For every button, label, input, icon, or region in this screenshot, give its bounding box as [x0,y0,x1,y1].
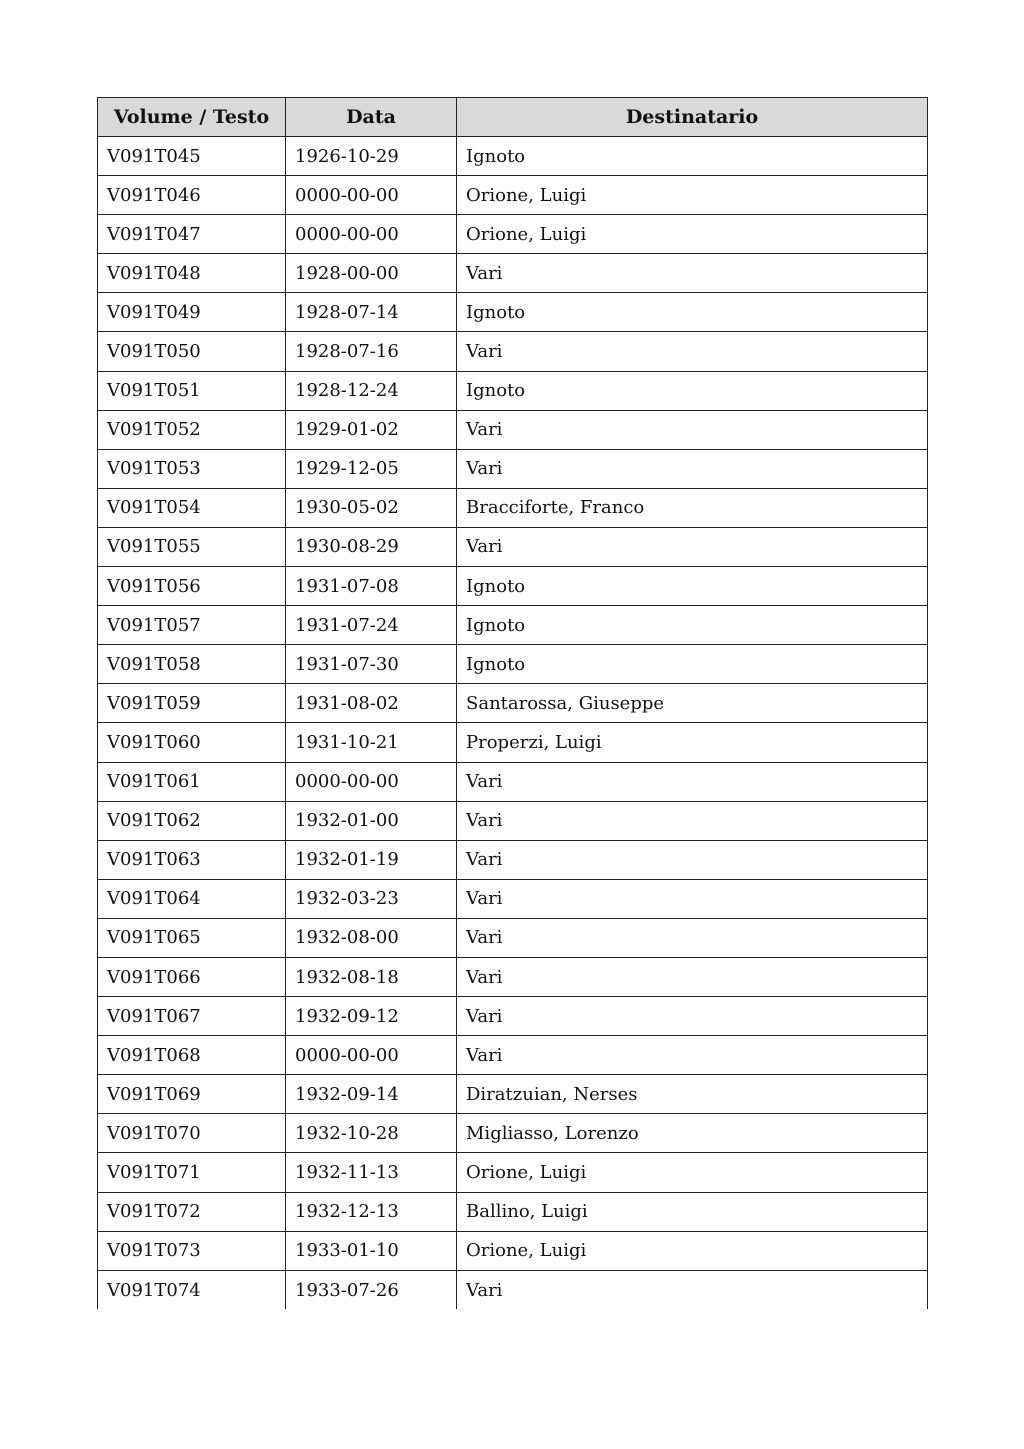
cell-destinatario: Vari [457,801,928,840]
cell-destinatario: Vari [457,918,928,957]
cell-data: 0000-00-00 [286,176,457,215]
cell-volume-testo: V091T072 [98,1192,286,1231]
cell-data: 1932-08-18 [286,957,457,996]
cell-volume-testo: V091T065 [98,918,286,957]
cell-volume-testo: V091T049 [98,293,286,332]
cell-data: 1932-09-12 [286,997,457,1036]
cell-volume-testo: V091T059 [98,684,286,723]
cell-destinatario: Ignoto [457,293,928,332]
table-row [98,332,928,371]
cell-data: 1932-01-19 [286,840,457,879]
cell-destinatario: Properzi, Luigi [457,723,928,762]
cell-volume-testo: V091T057 [98,606,286,645]
cell-volume-testo: V091T066 [98,957,286,996]
cell-destinatario: Orione, Luigi [457,215,928,254]
cell-volume-testo: V091T061 [98,762,286,801]
cell-volume-testo: V091T063 [98,840,286,879]
table-row [98,137,928,176]
table-row [98,527,928,566]
cell-destinatario: Vari [457,527,928,566]
table-row [98,1270,928,1309]
cell-destinatario: Vari [457,879,928,918]
cell-destinatario: Vari [457,1270,928,1309]
table-row [98,723,928,762]
cell-destinatario: Vari [457,332,928,371]
cell-destinatario: Vari [457,1036,928,1075]
table-row [98,410,928,449]
cell-data: 1932-09-14 [286,1075,457,1114]
cell-destinatario: Migliasso, Lorenzo [457,1114,928,1153]
cell-data: 1929-12-05 [286,449,457,488]
cell-destinatario: Diratzuian, Nerses [457,1075,928,1114]
cell-volume-testo: V091T074 [98,1270,286,1309]
cell-data: 1932-08-00 [286,918,457,957]
cell-volume-testo: V091T073 [98,1231,286,1270]
cell-destinatario: Vari [457,410,928,449]
table-row [98,488,928,527]
cell-volume-testo: V091T050 [98,332,286,371]
table-row [98,997,928,1036]
table-row [98,1036,928,1075]
cell-destinatario: Ignoto [457,567,928,606]
cell-data: 1932-11-13 [286,1153,457,1192]
cell-volume-testo: V091T067 [98,997,286,1036]
column-header-data: Data [286,98,457,137]
cell-destinatario: Vari [457,840,928,879]
cell-data: 1932-03-23 [286,879,457,918]
table-row [98,293,928,332]
cell-destinatario: Ignoto [457,137,928,176]
cell-destinatario: Orione, Luigi [457,1153,928,1192]
cell-destinatario: Vari [457,762,928,801]
table-row [98,1153,928,1192]
cell-data: 1933-07-26 [286,1270,457,1309]
table-row [98,1114,928,1153]
cell-data: 1931-07-30 [286,645,457,684]
cell-volume-testo: V091T052 [98,410,286,449]
cell-destinatario: Orione, Luigi [457,176,928,215]
cell-volume-testo: V091T058 [98,645,286,684]
cell-volume-testo: V091T045 [98,137,286,176]
cell-data: 0000-00-00 [286,1036,457,1075]
table-row [98,176,928,215]
cell-destinatario: Ignoto [457,606,928,645]
cell-data: 0000-00-00 [286,215,457,254]
cell-data: 1930-05-02 [286,488,457,527]
table-row [98,371,928,410]
table-row [98,801,928,840]
cell-volume-testo: V091T051 [98,371,286,410]
cell-data: 1931-10-21 [286,723,457,762]
column-header-destinatario: Destinatario [457,98,928,137]
cell-data: 1928-07-16 [286,332,457,371]
cell-volume-testo: V091T062 [98,801,286,840]
table-row [98,567,928,606]
cell-destinatario: Vari [457,997,928,1036]
cell-destinatario: Vari [457,449,928,488]
cell-destinatario: Vari [457,957,928,996]
table-row [98,840,928,879]
cell-volume-testo: V091T071 [98,1153,286,1192]
table-row [98,957,928,996]
cell-data: 1931-07-08 [286,567,457,606]
table-row [98,606,928,645]
table-row [98,918,928,957]
cell-volume-testo: V091T069 [98,1075,286,1114]
table-row [98,645,928,684]
cell-data: 1926-10-29 [286,137,457,176]
table-row [98,762,928,801]
table-header [98,98,928,137]
cell-data: 1932-10-28 [286,1114,457,1153]
header-row [98,98,928,137]
cell-data: 1928-12-24 [286,371,457,410]
cell-volume-testo: V091T068 [98,1036,286,1075]
table-row [98,215,928,254]
cell-volume-testo: V091T047 [98,215,286,254]
cell-data: 1928-07-14 [286,293,457,332]
cell-data: 1929-01-02 [286,410,457,449]
cell-volume-testo: V091T064 [98,879,286,918]
cell-data: 1931-07-24 [286,606,457,645]
cell-volume-testo: V091T056 [98,567,286,606]
cell-volume-testo: V091T055 [98,527,286,566]
document-page [97,97,927,1309]
table-row [98,1075,928,1114]
cell-destinatario: Vari [457,254,928,293]
cell-volume-testo: V091T054 [98,488,286,527]
table-body [98,137,928,1310]
column-header-volume-testo: Volume / Testo [98,98,286,137]
cell-volume-testo: V091T070 [98,1114,286,1153]
table-row [98,1192,928,1231]
table-row [98,879,928,918]
cell-volume-testo: V091T046 [98,176,286,215]
table-row [98,1231,928,1270]
cell-data: 1930-08-29 [286,527,457,566]
table-row [98,449,928,488]
cell-volume-testo: V091T053 [98,449,286,488]
letters-table [97,97,928,1309]
cell-destinatario: Ballino, Luigi [457,1192,928,1231]
cell-destinatario: Ignoto [457,645,928,684]
cell-volume-testo: V091T060 [98,723,286,762]
cell-data: 1928-00-00 [286,254,457,293]
table-row [98,684,928,723]
cell-destinatario: Santarossa, Giuseppe [457,684,928,723]
cell-destinatario: Ignoto [457,371,928,410]
table-row [98,254,928,293]
cell-data: 1933-01-10 [286,1231,457,1270]
cell-volume-testo: V091T048 [98,254,286,293]
cell-data: 0000-00-00 [286,762,457,801]
cell-destinatario: Bracciforte, Franco [457,488,928,527]
cell-data: 1932-01-00 [286,801,457,840]
cell-destinatario: Orione, Luigi [457,1231,928,1270]
cell-data: 1932-12-13 [286,1192,457,1231]
cell-data: 1931-08-02 [286,684,457,723]
